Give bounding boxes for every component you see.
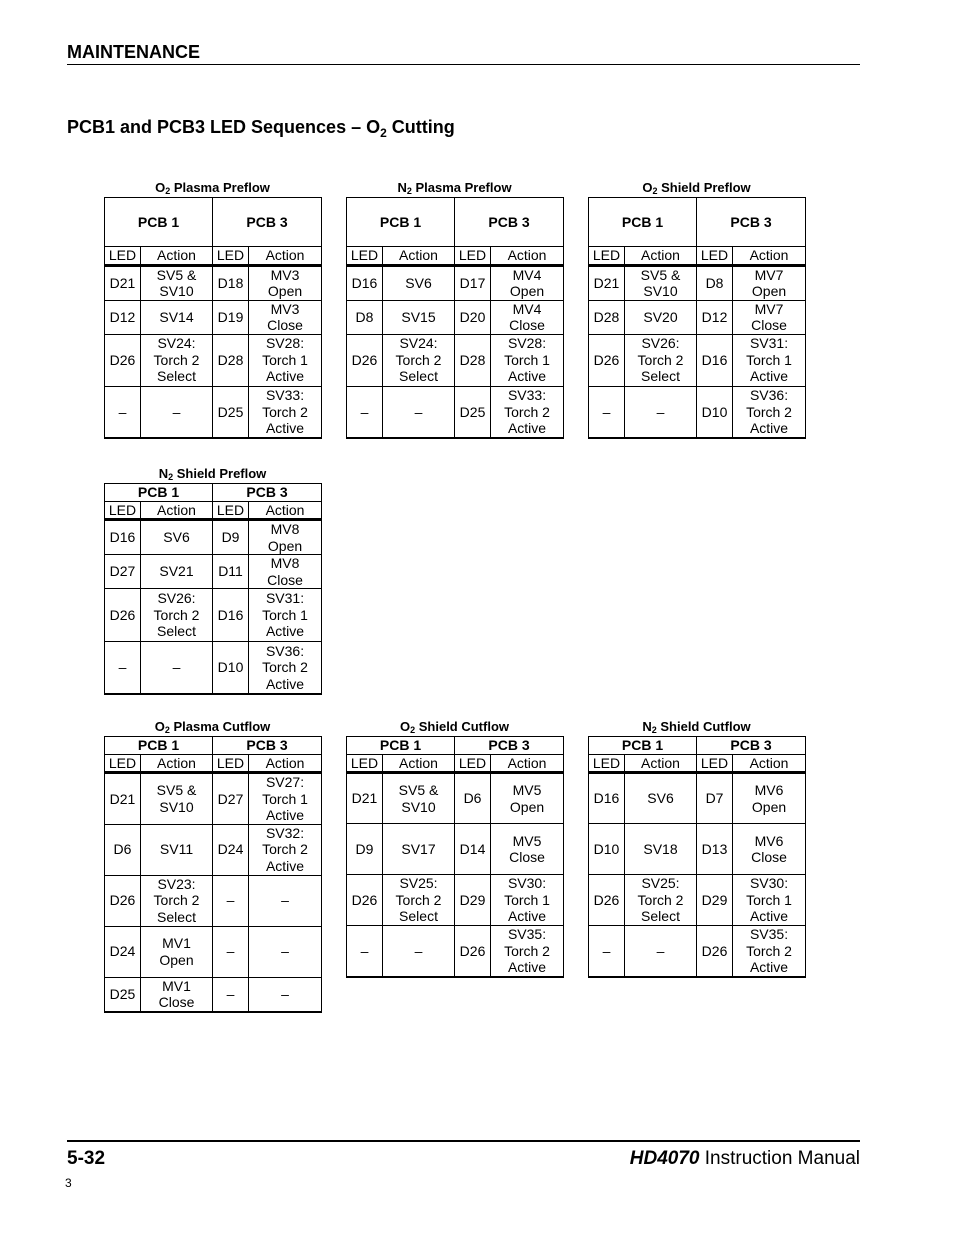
pcb3-led-cell: D10 (697, 386, 733, 438)
table-row (105, 386, 322, 438)
column-header-row (347, 754, 564, 773)
action-column-header: Action (491, 754, 564, 773)
title-prefix: PCB1 and PCB3 LED Sequences – O (67, 117, 381, 137)
pcb1-action-cell: SV5 & SV10 (383, 773, 455, 824)
led-column-header: LED (347, 754, 383, 773)
led-column-header: LED (455, 247, 491, 266)
pcb1-action-cell: SV23: Torch 2 Select (141, 875, 213, 926)
pcb1-led-cell: D26 (347, 334, 383, 386)
pcb3-led-cell: D28 (455, 334, 491, 386)
action-column-header: Action (491, 247, 564, 266)
pcb1-header: PCB 1 (105, 484, 213, 502)
pcb3-action-cell: SV36: Torch 2 Active (249, 642, 322, 694)
pcb3-action-cell: SV31: Torch 1 Active (249, 589, 322, 642)
pcb1-header: PCB 1 (347, 737, 455, 755)
table-row (105, 265, 322, 300)
pcb3-led-cell: D19 (213, 300, 249, 334)
pcb1-led-cell: D9 (347, 824, 383, 875)
caption-subscript: 2 (651, 725, 657, 735)
pcb3-action-cell: MV4 Close (491, 300, 564, 334)
pcb-header-row (105, 737, 322, 755)
pcb1-action-cell: SV15 (383, 300, 455, 334)
column-header-row (105, 754, 322, 773)
caption-prefix: N (642, 719, 652, 734)
pcb-header-row (105, 198, 322, 247)
pcb1-action-cell: SV18 (625, 824, 697, 875)
pcb1-header: PCB 1 (347, 198, 455, 247)
table-row (347, 773, 564, 824)
pcb3-action-cell: MV7 Open (733, 265, 806, 300)
pcb1-led-cell: – (589, 386, 625, 438)
column-header-row (105, 247, 322, 266)
pcb3-action-cell: MV3 Open (249, 265, 322, 300)
caption-subscript: 2 (406, 186, 412, 196)
caption-prefix: N (397, 180, 407, 195)
caption-prefix: O (155, 180, 166, 195)
pcb1-led-cell: D26 (347, 875, 383, 926)
pcb3-action-cell: SV31: Torch 1 Active (733, 334, 806, 386)
pcb3-led-cell: D16 (213, 589, 249, 642)
pcb1-led-cell: – (105, 386, 141, 438)
pcb1-led-cell: D28 (589, 300, 625, 334)
pcb1-action-cell: SV5 & SV10 (141, 773, 213, 825)
pcb3-action-cell: – (249, 977, 322, 1012)
model-name: HD4070 (629, 1148, 700, 1169)
page-title (67, 117, 455, 138)
pcb3-action-cell: – (249, 926, 322, 977)
pcb1-action-cell: SV25: Torch 2 Select (383, 875, 455, 926)
table-row (347, 875, 564, 926)
column-header-row (589, 247, 806, 266)
pcb1-led-cell: D16 (589, 773, 625, 824)
pcb3-action-cell: SV30: Torch 1 Active (491, 875, 564, 926)
title-subscript: 2 (380, 126, 387, 140)
table-row (347, 386, 564, 438)
table-row (589, 824, 806, 875)
caption-suffix: Shield Preflow (173, 466, 267, 481)
pcb1-led-cell: D10 (589, 824, 625, 875)
table-caption (104, 179, 321, 197)
led-sequence-table (104, 736, 322, 1013)
table-row (589, 386, 806, 438)
action-column-header: Action (383, 754, 455, 773)
pcb1-led-cell: D26 (105, 875, 141, 926)
action-column-header: Action (141, 501, 213, 520)
table-row (347, 265, 564, 300)
sequence-table-block (104, 718, 321, 1013)
pcb3-led-cell: – (213, 926, 249, 977)
action-column-header: Action (733, 754, 806, 773)
pcb3-action-cell: MV6 Close (733, 824, 806, 875)
pcb1-led-cell: D16 (105, 520, 141, 555)
table-row (347, 824, 564, 875)
action-column-header: Action (249, 247, 322, 266)
pcb1-led-cell: D27 (105, 555, 141, 589)
pcb1-action-cell: – (625, 926, 697, 977)
led-column-header: LED (105, 754, 141, 773)
pcb1-led-cell: D8 (347, 300, 383, 334)
led-column-header: LED (697, 247, 733, 266)
pcb3-header: PCB 3 (455, 198, 564, 247)
led-column-header: LED (213, 501, 249, 520)
pcb3-action-cell: SV35: Torch 2 Active (491, 926, 564, 977)
pcb3-action-cell: SV35: Torch 2 Active (733, 926, 806, 977)
led-sequence-table (588, 736, 806, 978)
pcb3-led-cell: D25 (213, 386, 249, 438)
pcb1-action-cell: SV6 (383, 265, 455, 300)
table-caption (104, 465, 321, 483)
pcb1-led-cell: D21 (589, 265, 625, 300)
led-sequence-table (346, 736, 564, 978)
table-row (347, 300, 564, 334)
action-column-header: Action (625, 247, 697, 266)
sequence-table-block (104, 179, 321, 439)
column-header-row (105, 501, 322, 520)
pcb3-led-cell: D17 (455, 265, 491, 300)
led-column-header: LED (455, 754, 491, 773)
header-rule (67, 64, 860, 65)
pcb1-action-cell: SV6 (141, 520, 213, 555)
caption-suffix: Plasma Preflow (411, 180, 512, 195)
table-row (589, 773, 806, 824)
table-row (105, 926, 322, 977)
pcb3-led-cell: D24 (213, 824, 249, 875)
manual-label: Instruction Manual (699, 1148, 860, 1169)
pcb3-action-cell: MV5 Close (491, 824, 564, 875)
led-column-header: LED (589, 754, 625, 773)
pcb1-action-cell: – (141, 386, 213, 438)
pcb1-led-cell: D21 (105, 773, 141, 825)
led-sequence-table (346, 197, 564, 439)
caption-suffix: Shield Cutflow (656, 719, 751, 734)
table-row (347, 926, 564, 977)
pcb1-action-cell: SV21 (141, 555, 213, 589)
pcb1-action-cell: SV20 (625, 300, 697, 334)
section-header: MAINTENANCE (67, 42, 200, 62)
caption-suffix: Shield Cutflow (415, 719, 510, 734)
pcb3-led-cell: D26 (455, 926, 491, 977)
table-row (105, 773, 322, 825)
footer-small-number: 3 (65, 1176, 72, 1190)
pcb1-led-cell: D26 (105, 589, 141, 642)
pcb1-action-cell: – (383, 386, 455, 438)
pcb3-led-cell: D11 (213, 555, 249, 589)
action-column-header: Action (383, 247, 455, 266)
table-row (105, 875, 322, 926)
pcb-header-row (589, 737, 806, 755)
pcb3-action-cell: MV5 Open (491, 773, 564, 824)
manual-title (630, 1148, 860, 1170)
table-row (589, 265, 806, 300)
caption-prefix: O (399, 719, 411, 734)
table-caption (588, 179, 805, 197)
table-caption (346, 179, 563, 197)
pcb3-led-cell: D6 (455, 773, 491, 824)
pcb3-led-cell: D16 (697, 334, 733, 386)
pcb1-action-cell: SV17 (383, 824, 455, 875)
page-number: 5-32 (67, 1148, 106, 1169)
pcb3-action-cell: – (249, 875, 322, 926)
caption-subscript: 2 (164, 725, 170, 735)
pcb3-led-cell: – (213, 977, 249, 1012)
pcb-header-row (589, 198, 806, 247)
pcb3-action-cell: MV4 Open (491, 265, 564, 300)
pcb3-header: PCB 3 (213, 198, 322, 247)
pcb1-action-cell: – (141, 642, 213, 694)
led-sequence-table (588, 197, 806, 439)
pcb1-action-cell: SV6 (625, 773, 697, 824)
pcb1-led-cell: D21 (347, 773, 383, 824)
pcb1-led-cell: D26 (589, 875, 625, 926)
pcb3-led-cell: D10 (213, 642, 249, 694)
pcb-header-row (105, 484, 322, 502)
table-caption (104, 718, 321, 736)
pcb1-action-cell: MV1 Open (141, 926, 213, 977)
pcb1-header: PCB 1 (105, 737, 213, 755)
sequence-table-block (346, 718, 563, 978)
pcb1-action-cell: – (383, 926, 455, 977)
pcb3-action-cell: MV6 Open (733, 773, 806, 824)
caption-subscript: 2 (165, 186, 171, 196)
caption-subscript: 2 (652, 186, 658, 196)
pcb1-header: PCB 1 (589, 198, 697, 247)
pcb1-action-cell: SV14 (141, 300, 213, 334)
pcb1-action-cell: SV26: Torch 2 Select (625, 334, 697, 386)
pcb1-led-cell: D24 (105, 926, 141, 977)
pcb1-header: PCB 1 (589, 737, 697, 755)
pcb3-led-cell: D27 (213, 773, 249, 825)
table-row (105, 300, 322, 334)
table-caption (588, 718, 805, 736)
caption-suffix: Shield Preflow (657, 180, 751, 195)
pcb3-led-cell: D7 (697, 773, 733, 824)
pcb3-led-cell: D12 (697, 300, 733, 334)
pcb1-led-cell: D16 (347, 265, 383, 300)
table-row (105, 589, 322, 642)
pcb-header-row (347, 737, 564, 755)
action-column-header: Action (249, 754, 322, 773)
pcb1-header: PCB 1 (105, 198, 213, 247)
pcb3-action-cell: SV30: Torch 1 Active (733, 875, 806, 926)
sequence-table-block (104, 465, 321, 695)
sequence-table-block (346, 179, 563, 439)
pcb-header-row (347, 198, 564, 247)
pcb1-led-cell: – (105, 642, 141, 694)
action-column-header: Action (625, 754, 697, 773)
pcb1-led-cell: – (347, 926, 383, 977)
sequence-table-block (588, 718, 805, 978)
pcb1-led-cell: D21 (105, 265, 141, 300)
pcb3-led-cell: D18 (213, 265, 249, 300)
pcb3-header: PCB 3 (697, 737, 806, 755)
footer-rule (67, 1140, 860, 1142)
column-header-row (347, 247, 564, 266)
table-row (589, 334, 806, 386)
table-row (105, 520, 322, 555)
pcb3-header: PCB 3 (697, 198, 806, 247)
pcb3-led-cell: D14 (455, 824, 491, 875)
pcb1-action-cell: SV5 & SV10 (141, 265, 213, 300)
action-column-header: Action (141, 247, 213, 266)
pcb3-header: PCB 3 (213, 737, 322, 755)
action-column-header: Action (141, 754, 213, 773)
pcb3-header: PCB 3 (455, 737, 564, 755)
pcb1-action-cell: SV24: Torch 2 Select (383, 334, 455, 386)
table-row (105, 642, 322, 694)
pcb3-action-cell: SV36: Torch 2 Active (733, 386, 806, 438)
pcb3-led-cell: D20 (455, 300, 491, 334)
led-column-header: LED (213, 754, 249, 773)
pcb1-led-cell: D26 (105, 334, 141, 386)
table-row (105, 977, 322, 1012)
pcb1-action-cell: SV26: Torch 2 Select (141, 589, 213, 642)
pcb1-action-cell: SV25: Torch 2 Select (625, 875, 697, 926)
pcb3-action-cell: SV28: Torch 1 Active (491, 334, 564, 386)
table-row (589, 300, 806, 334)
led-column-header: LED (347, 247, 383, 266)
title-suffix: Cutting (386, 117, 455, 137)
table-row (105, 824, 322, 875)
action-column-header: Action (733, 247, 806, 266)
pcb1-action-cell: SV11 (141, 824, 213, 875)
pcb3-led-cell: D29 (455, 875, 491, 926)
pcb1-led-cell: D12 (105, 300, 141, 334)
led-column-header: LED (589, 247, 625, 266)
column-header-row (589, 754, 806, 773)
table-row (589, 926, 806, 977)
sequence-table-block (588, 179, 805, 439)
pcb1-led-cell: D26 (589, 334, 625, 386)
pcb3-action-cell: MV8 Open (249, 520, 322, 555)
pcb3-led-cell: D9 (213, 520, 249, 555)
led-column-header: LED (105, 501, 141, 520)
table-caption (346, 718, 563, 736)
pcb3-action-cell: MV7 Close (733, 300, 806, 334)
pcb1-action-cell: – (625, 386, 697, 438)
pcb3-action-cell: MV8 Close (249, 555, 322, 589)
table-row (105, 334, 322, 386)
pcb3-action-cell: SV33: Torch 2 Active (249, 386, 322, 438)
caption-prefix: O (154, 719, 165, 734)
action-column-header: Action (249, 501, 322, 520)
caption-prefix: N (158, 466, 169, 481)
pcb1-led-cell: D25 (105, 977, 141, 1012)
pcb3-led-cell: D8 (697, 265, 733, 300)
table-row (589, 875, 806, 926)
pcb3-led-cell: D28 (213, 334, 249, 386)
pcb3-led-cell: D13 (697, 824, 733, 875)
pcb3-action-cell: SV33: Torch 2 Active (491, 386, 564, 438)
led-sequence-table (104, 197, 322, 439)
caption-subscript: 2 (168, 472, 174, 482)
pcb3-led-cell: – (213, 875, 249, 926)
pcb3-action-cell: SV28: Torch 1 Active (249, 334, 322, 386)
led-column-header: LED (697, 754, 733, 773)
pcb3-led-cell: D25 (455, 386, 491, 438)
caption-suffix: Plasma Cutflow (169, 719, 271, 734)
pcb1-action-cell: SV5 & SV10 (625, 265, 697, 300)
pcb3-led-cell: D29 (697, 875, 733, 926)
led-column-header: LED (213, 247, 249, 266)
caption-suffix: Plasma Preflow (170, 180, 270, 195)
pcb1-led-cell: – (347, 386, 383, 438)
pcb3-action-cell: SV27: Torch 1 Active (249, 773, 322, 825)
pcb3-action-cell: MV3 Close (249, 300, 322, 334)
pcb3-header: PCB 3 (213, 484, 322, 502)
led-sequence-table (104, 483, 322, 695)
table-row (105, 555, 322, 589)
caption-subscript: 2 (410, 725, 416, 735)
pcb1-action-cell: SV24: Torch 2 Select (141, 334, 213, 386)
caption-prefix: O (642, 180, 653, 195)
pcb3-action-cell: SV32: Torch 2 Active (249, 824, 322, 875)
pcb1-led-cell: – (589, 926, 625, 977)
pcb1-led-cell: D6 (105, 824, 141, 875)
pcb1-action-cell: MV1 Close (141, 977, 213, 1012)
pcb3-led-cell: D26 (697, 926, 733, 977)
led-column-header: LED (105, 247, 141, 266)
table-row (347, 334, 564, 386)
